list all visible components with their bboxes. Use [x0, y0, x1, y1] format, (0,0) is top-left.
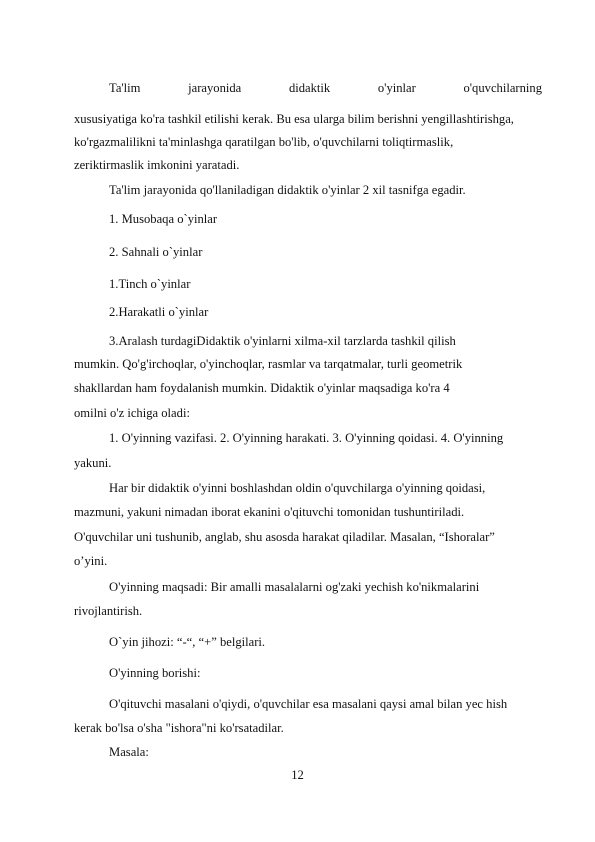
heading-word: didaktik [288, 81, 331, 95]
text-line: o’yini. [74, 554, 108, 568]
list-item: 2. Sahnali o`yinlar [109, 245, 203, 259]
text-line: mazmuni, yakuni nimadan iborat ekanini o'qituvchi tomonidan tushuntiriladi. [74, 505, 465, 519]
text-line: O'yinning borishi: [109, 666, 201, 680]
text-line: zeriktirmaslik imkonini yaratadi. [74, 158, 240, 172]
text-line: Ta'lim jarayonida qo'llaniladigan didaktik o'yinlar 2 xil tasnifga egadir. [109, 183, 466, 197]
text-line: O'qituvchi masalani o'qiydi, o'quvchilar esa masalani qaysi amal bilan yec hish [109, 697, 508, 711]
list-item: 1.Tinch o`yinlar [109, 277, 191, 291]
text-line: Har bir didaktik o'yinni boshlashdan oldin o'quvchilarga o'yinning qoidasi, [109, 481, 486, 495]
list-item: 1. Musobaqa o`yinlar [109, 212, 218, 226]
heading-word: o'quvchilarning [463, 81, 542, 95]
page-number: 12 [291, 768, 304, 782]
text-line: O`yin jihozi: “-“, “+” belgilari. [109, 635, 266, 649]
text-line: O'yinning maqsadi: Bir amalli masalalarni og'zaki yechish ko'nikmalarini [109, 580, 480, 594]
heading-word: o'yinlar [377, 81, 416, 95]
text-line: yakuni. [74, 456, 112, 470]
text-line: xususiyatiga ko'ra tashkil etilishi kerak. Bu esa ularga bilim berishni yengillashtirishga, [74, 112, 514, 126]
text-line: kerak bo'lsa o'sha "ishora"ni ko'rsatadilar. [74, 721, 284, 735]
text-line: O'quvchilar uni tushunib, anglab, shu asosda harakat qiladilar. Masalan, “Ishoralar” [74, 530, 495, 544]
text-line: rivojlantirish. [74, 604, 143, 618]
heading-word: jarayonida [188, 81, 242, 95]
text-line: 3.Aralash turdagiDidaktik o'yinlarni xilma-xil tarzlarda tashkil qilish [109, 334, 456, 348]
paragraph-heading-line [109, 80, 542, 96]
text-line: shakllardan ham foydalanish mumkin. Didaktik o'yinlar maqsadiga ko'ra 4 [74, 381, 450, 395]
text-line: omilni o'z ichiga oladi: [74, 406, 190, 420]
heading-word: Ta'lim [109, 81, 141, 95]
text-line: 1. O'yinning vazifasi. 2. O'yinning harakati. 3. O'yinning qoidasi. 4. O'yinning [109, 431, 504, 445]
list-item: 2.Harakatli o`yinlar [109, 305, 209, 319]
text-line: ko'rgazmalilikni ta'minlashga qaratilgan bo'lib, o'quvchilarni toliqtirmaslik, [74, 135, 454, 149]
text-line: Masala: [109, 745, 149, 759]
text-line: mumkin. Qo'g'irchoqlar, o'yinchoqlar, rasmlar va tarqatmalar, turli geometrik [74, 357, 463, 371]
